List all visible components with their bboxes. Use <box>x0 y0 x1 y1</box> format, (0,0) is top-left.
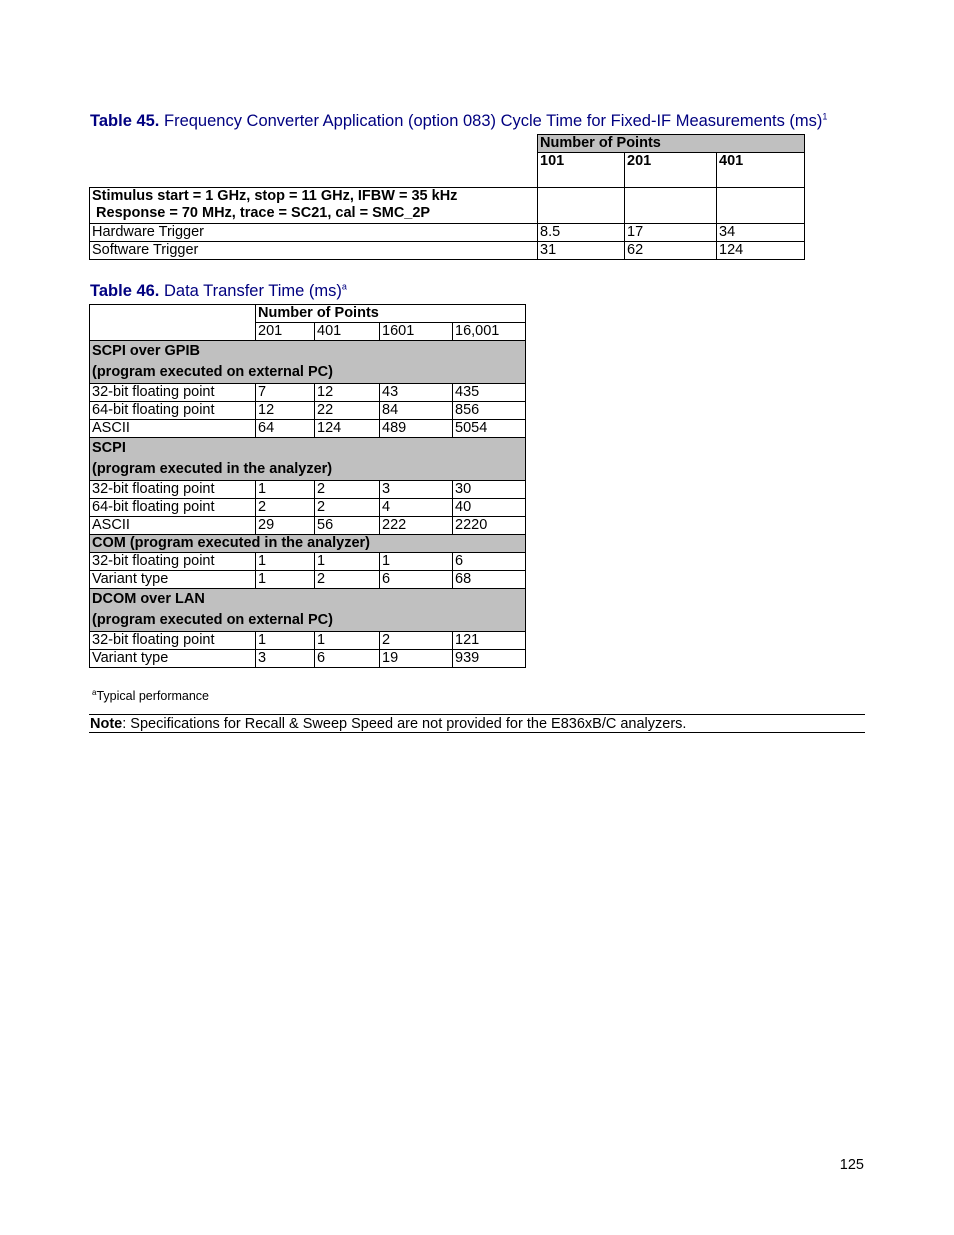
row-label: 32-bit floating point <box>90 632 256 650</box>
section-heading-line: (program executed in the analyzer) <box>92 461 333 477</box>
table-row <box>90 402 526 420</box>
section-heading-line: SCPI over GPIB <box>92 343 200 359</box>
note <box>89 714 865 733</box>
cell-value: 29 <box>256 517 315 535</box>
table-46 <box>89 304 526 668</box>
row-label: Variant type <box>90 571 256 589</box>
cell-value: 62 <box>625 242 717 260</box>
table-46-title: Data Transfer Time (ms) <box>159 282 342 300</box>
cell-value: 1 <box>256 632 315 650</box>
row-label: ASCII <box>90 517 256 535</box>
table-46-label: Table 46. <box>90 282 160 300</box>
cell-value: 1 <box>256 571 315 589</box>
table-row <box>90 420 526 438</box>
row-label: 64-bit floating point <box>90 499 256 517</box>
cell-value: 31 <box>538 242 625 260</box>
table-45-col-header: 101 <box>538 153 625 188</box>
table-46-col-header: 1601 <box>380 323 453 341</box>
cell-value: 2 <box>315 571 380 589</box>
table-row <box>90 384 526 402</box>
row-label: Variant type <box>90 650 256 668</box>
table-45-condition <box>90 188 538 224</box>
cell-value: 1 <box>256 553 315 571</box>
cell-value: 56 <box>315 517 380 535</box>
page-number: 125 <box>839 1157 864 1173</box>
cell-value: 435 <box>453 384 526 402</box>
cell-value: 1 <box>315 553 380 571</box>
cell-value: 68 <box>453 571 526 589</box>
cell-value: 2 <box>315 499 380 517</box>
row-label: Hardware Trigger <box>90 224 538 242</box>
note-text: : Specifications for Recall & Sweep Speed are not provided for the E836xB/C analyzers. <box>122 716 687 732</box>
section-heading <box>90 438 526 481</box>
table-45-empty-cell <box>625 188 717 224</box>
cell-value: 856 <box>453 402 526 420</box>
table-45-footnote-ref: 1 <box>822 111 828 122</box>
cell-value: 40 <box>453 499 526 517</box>
note-label: Note <box>90 716 123 732</box>
cell-value: 489 <box>380 420 453 438</box>
table-45-empty-cell <box>717 188 805 224</box>
cell-value: 1 <box>315 632 380 650</box>
table-45-points-header: Number of Points <box>538 135 805 153</box>
cell-value: 30 <box>453 481 526 499</box>
cell-value: 64 <box>256 420 315 438</box>
cell-value: 6 <box>315 650 380 668</box>
table-row <box>90 517 526 535</box>
table-row <box>90 499 526 517</box>
table-row <box>90 632 526 650</box>
table-46-col-header: 16,001 <box>453 323 526 341</box>
cell-value: 34 <box>717 224 805 242</box>
table-46-col-header: 401 <box>315 323 380 341</box>
cell-value: 2 <box>256 499 315 517</box>
table-46-caption <box>90 282 347 301</box>
section-heading: COM (program executed in the analyzer) <box>90 535 526 553</box>
row-label: 32-bit floating point <box>90 481 256 499</box>
table-45-title: Frequency Converter Application (option 083) Cycle Time for Fixed-IF Measurements (ms) <box>159 112 823 130</box>
cell-value: 1 <box>256 481 315 499</box>
section-heading-line: DCOM over LAN <box>92 591 205 607</box>
table-45-col-header: 201 <box>625 153 717 188</box>
table-46-footnote-ref: a <box>341 281 347 292</box>
table-45-condition-line: Response = 70 MHz, trace = SC21, cal = SMC_2P <box>92 205 431 221</box>
table-row <box>90 571 526 589</box>
cell-value: 43 <box>380 384 453 402</box>
table-45-corner <box>90 135 538 188</box>
table-45-label: Table 45. <box>90 112 160 130</box>
cell-value: 6 <box>453 553 526 571</box>
section-heading-line: SCPI <box>92 440 126 456</box>
row-label: 32-bit floating point <box>90 384 256 402</box>
row-label: ASCII <box>90 420 256 438</box>
cell-value: 6 <box>380 571 453 589</box>
row-label: 32-bit floating point <box>90 553 256 571</box>
section-heading-line: (program executed on external PC) <box>92 612 333 628</box>
section-heading <box>90 589 526 632</box>
cell-value: 84 <box>380 402 453 420</box>
cell-value: 8.5 <box>538 224 625 242</box>
table-row <box>90 481 526 499</box>
cell-value: 124 <box>315 420 380 438</box>
cell-value: 2220 <box>453 517 526 535</box>
table-45-col-header: 401 <box>717 153 805 188</box>
cell-value: 5054 <box>453 420 526 438</box>
table-46-corner <box>90 305 256 341</box>
cell-value: 2 <box>380 632 453 650</box>
section-heading <box>90 341 526 384</box>
cell-value: 124 <box>717 242 805 260</box>
cell-value: 121 <box>453 632 526 650</box>
cell-value: 222 <box>380 517 453 535</box>
table-45-caption <box>90 112 827 131</box>
table-row <box>90 650 526 668</box>
cell-value: 2 <box>315 481 380 499</box>
table-row <box>90 242 805 260</box>
table-46-points-header: Number of Points <box>256 305 526 323</box>
cell-value: 19 <box>380 650 453 668</box>
cell-value: 3 <box>256 650 315 668</box>
cell-value: 12 <box>256 402 315 420</box>
cell-value: 939 <box>453 650 526 668</box>
table-row <box>90 224 805 242</box>
table-45 <box>89 134 805 260</box>
cell-value: 4 <box>380 499 453 517</box>
cell-value: 17 <box>625 224 717 242</box>
table-45-empty-cell <box>538 188 625 224</box>
section-heading-line: (program executed on external PC) <box>92 364 333 380</box>
cell-value: 12 <box>315 384 380 402</box>
footnote-text: Typical performance <box>96 689 210 703</box>
table-46-col-header: 201 <box>256 323 315 341</box>
table-row <box>90 553 526 571</box>
footnote-mark: a <box>92 687 97 697</box>
cell-value: 7 <box>256 384 315 402</box>
table-45-condition-line: Stimulus start = 1 GHz, stop = 11 GHz, IFBW = 35 kHz <box>92 188 458 204</box>
cell-value: 3 <box>380 481 453 499</box>
table-46-footnote <box>92 689 209 703</box>
row-label: Software Trigger <box>90 242 538 260</box>
row-label: 64-bit floating point <box>90 402 256 420</box>
cell-value: 22 <box>315 402 380 420</box>
cell-value: 1 <box>380 553 453 571</box>
